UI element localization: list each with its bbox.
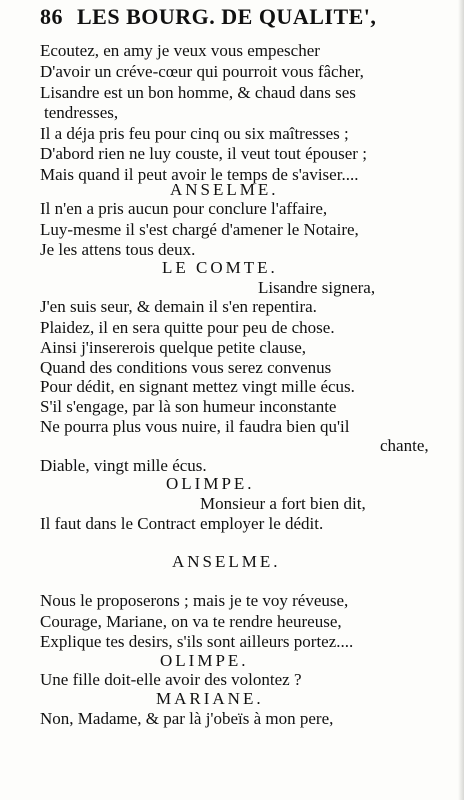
verse-line: Non, Madame, & par là j'obeïs à mon pere, <box>40 709 334 728</box>
running-head-title: LES BOURG. DE QUALITE', <box>77 4 377 29</box>
page-edge-shadow <box>458 0 464 800</box>
verse-line: Ecoutez, en amy je veux vous empescher <box>40 41 320 60</box>
verse-line: Diable, vingt mille écus. <box>40 456 207 475</box>
verse-line: Lisandre signera, <box>258 278 376 297</box>
page-number: 86 <box>40 4 63 29</box>
verse-line: Courage, Mariane, on va te rendre heureuse, <box>40 612 342 631</box>
verse-line: chante, <box>380 436 429 455</box>
verse-line: Explique tes desirs, s'ils sont ailleurs portez.... <box>40 632 354 651</box>
speaker-name: MARIANE. <box>156 689 264 708</box>
verse-line: Luy-mesme il s'est chargé d'amener le Notaire, <box>40 220 359 239</box>
verse-line: Mais quand il peut avoir le temps de s'aviser.... <box>40 165 359 184</box>
speaker-name: ANSELME. <box>170 180 279 199</box>
verse-line: Plaidez, il en sera quitte pour peu de chose. <box>40 318 335 337</box>
verse-line: Quand des conditions vous serez convenus <box>40 358 332 377</box>
verse-line: Ainsi j'insererois quelque petite clause, <box>40 338 307 357</box>
speaker-name: ANSELME. <box>172 552 281 571</box>
verse-line: Il faut dans le Contract employer le dédit. <box>40 514 324 533</box>
verse-line: tendresses, <box>44 103 119 122</box>
verse-line: Une fille doit-elle avoir des volontez ? <box>40 670 302 689</box>
speaker-name: OLIMPE. <box>160 651 249 670</box>
verse-line: J'en suis seur, & demain il s'en repentira. <box>40 297 317 316</box>
verse-line: Pour dédit, en signant mettez vingt mille écus. <box>40 377 355 396</box>
running-header <box>40 4 376 30</box>
verse-line: Il a déja pris feu pour cinq ou six maîtresses ; <box>40 124 349 143</box>
verse-line: S'il s'engage, par là son humeur inconstante <box>40 397 337 416</box>
verse-line: Ne pourra plus vous nuire, il faudra bien qu'il <box>40 417 350 436</box>
verse-line: Monsieur a fort bien dit, <box>200 494 366 513</box>
verse-line: Lisandre est un bon homme, & chaud dans ses <box>40 83 356 102</box>
verse-line: D'abord rien ne luy couste, il veut tout épouser ; <box>40 144 367 163</box>
speaker-name: LE COMTE. <box>162 258 278 277</box>
verse-line: D'avoir un créve-cœur qui pourroit vous fâcher, <box>40 62 364 81</box>
verse-line: Je les attens tous deux. <box>40 240 196 259</box>
speaker-name: OLIMPE. <box>166 474 255 493</box>
verse-line: Nous le proposerons ; mais je te voy réveuse, <box>40 591 349 610</box>
verse-line: Il n'en a pris aucun pour conclure l'affaire, <box>40 199 328 218</box>
